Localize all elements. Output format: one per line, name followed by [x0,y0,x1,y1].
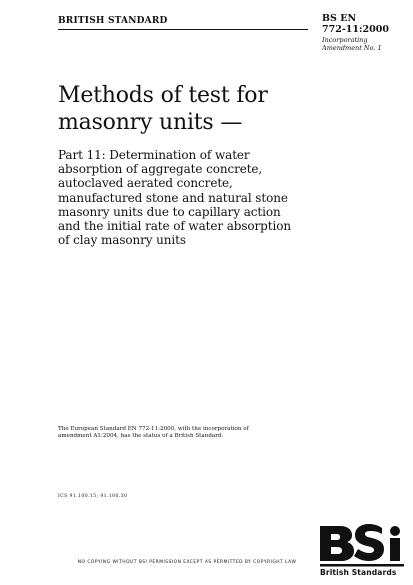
standard-number-line1: BS EN [322,13,357,24]
header-rule [58,29,308,30]
document-subtitle [58,148,320,247]
ics-code: ICS 91.100.15; 91.100.30 [58,494,128,499]
amendment-line2: Amendment No. 1 [322,44,382,52]
bsi-wordmark: British Standards [320,568,397,577]
subtitle-line: and the initial rate of water absorption [58,219,291,234]
copyright-notice: NO COPYING WITHOUT BSI PERMISSION EXCEPT AS PERMITTED BY COPYRIGHT LAW [77,560,297,565]
subtitle-line: autoclaved aerated concrete, [58,176,233,191]
subtitle-line: of clay masonry units [58,233,186,248]
document-type-label: BRITISH STANDARD [58,16,168,26]
standard-number-line2: 772-11:2000 [322,24,389,35]
status-line2: amendment A1:2004, has the status of a British Standard. [58,433,224,439]
subtitle-line: absorption of aggregate concrete, [58,162,263,177]
document-title [58,82,318,136]
status-statement [58,426,298,440]
amendment-line1: Incorporating [322,36,368,44]
subtitle-line: masonry units due to capillary action [58,204,281,219]
title-line2: masonry units — [58,110,243,135]
standard-identifier [322,13,402,52]
subtitle-line: manufactured stone and natural stone [58,190,288,205]
subtitle-line: Part 11: Determination of water [58,148,250,162]
title-line1: Methods of test for [58,83,268,108]
amendment-note [322,36,402,52]
status-line1: The European Standard EN 772-11:2000, with the incorporation of [58,426,249,432]
